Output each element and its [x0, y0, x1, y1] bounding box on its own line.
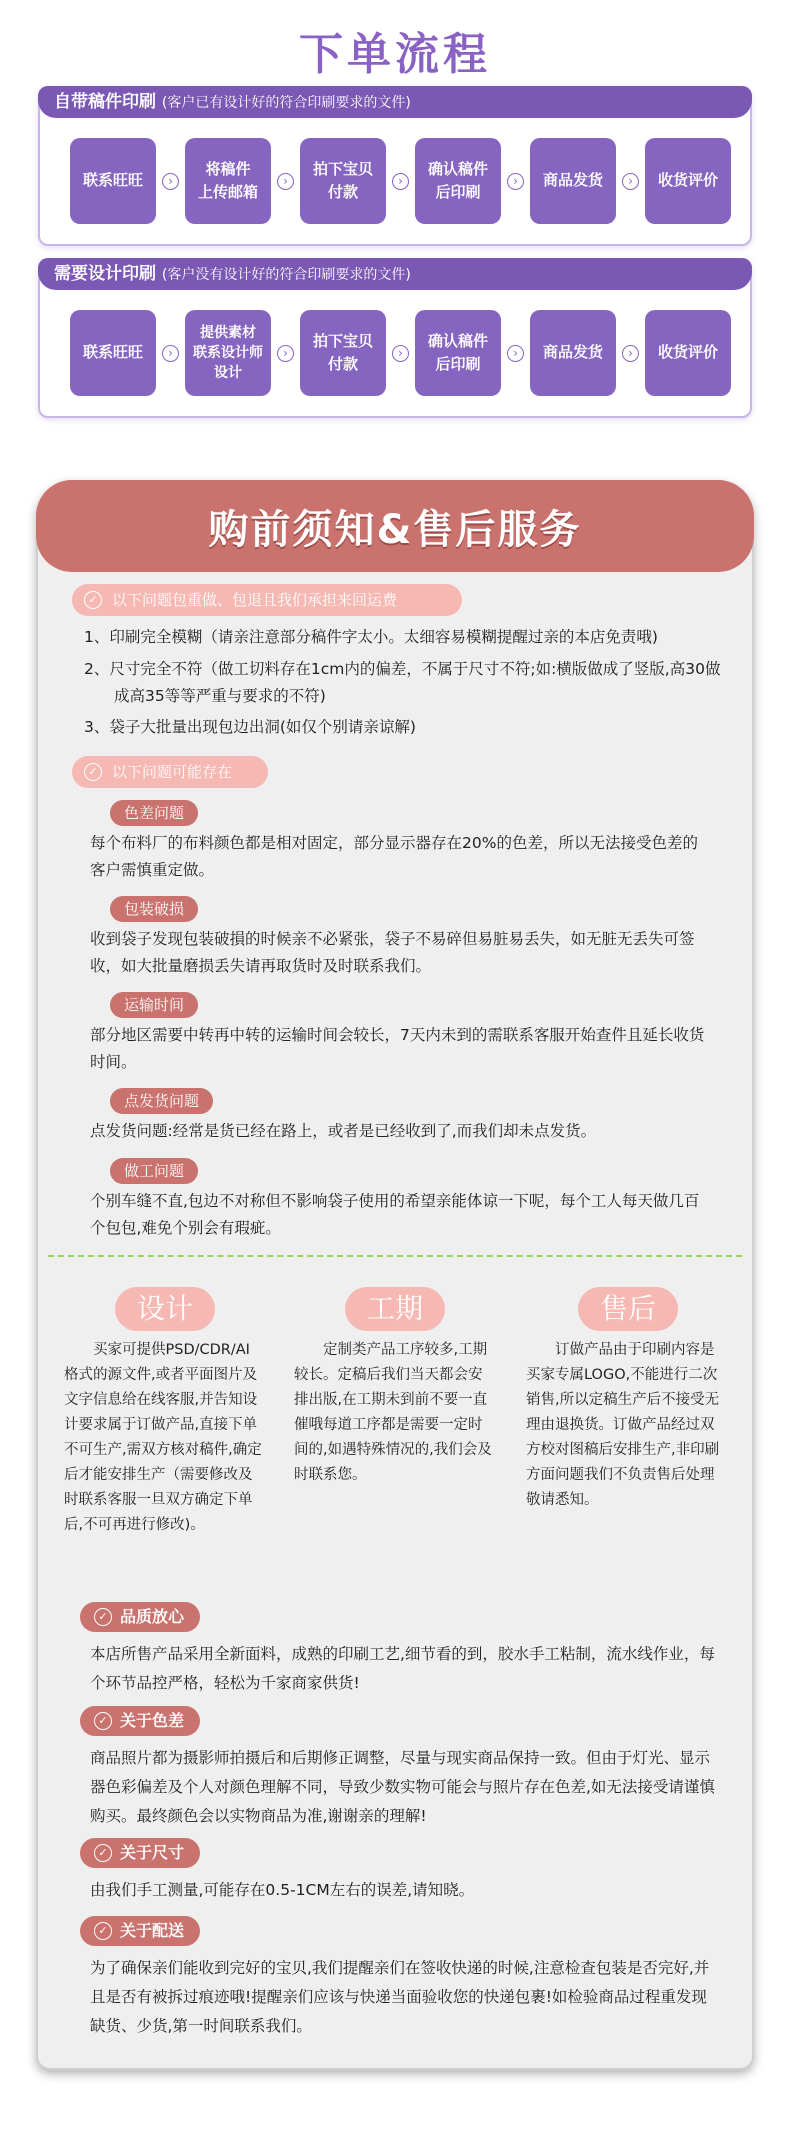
- arrow-right-icon: ›: [392, 345, 409, 362]
- flow-panel-subtitle: (客户已有设计好的符合印刷要求的文件): [161, 95, 411, 111]
- column-title-aftersale: 售后: [578, 1287, 678, 1331]
- issue-text: 收到袋子发现包装破損的时候亲不必紧张，袋子不易碎但易脏易丢失，如无脏无丢失可签收，如大批量磨损丢失请再取货时及时联系我们。: [90, 930, 695, 975]
- issue-text: 每个布料厂的布料颜色都是相对固定，部分显示器存在20%的色差，所以无法接受色差的客户需慎重定做。: [90, 834, 698, 879]
- flow-step-contact: 联系旺旺: [70, 310, 156, 396]
- flow-step-review: 收货评价: [645, 310, 731, 396]
- assurance-text: 由我们手工测量,可能存在0.5-1CM左右的误差,请知晓。: [90, 1881, 475, 1899]
- assurance-text: 商品照片都为摄影师拍摄后和后期修正调整，尽量与现实商品保持一致。但由于灯光、显示器色彩偏差及个人对颜色理解不同，导致少数实物可能会与照片存在色差,如无法接受请谨慎购买。最终颜色会以实物商品为准,谢谢亲的理解!: [90, 1749, 715, 1825]
- arrow-right-icon: ›: [162, 173, 179, 190]
- column-title-design: 设计: [115, 1287, 215, 1331]
- issue-tag: 点发货问题: [110, 1088, 213, 1114]
- assurance-tag: ✓ 关于尺寸: [80, 1838, 200, 1868]
- redo-label-text: 以下问题包重做、包退且我们承担来回运费: [112, 591, 398, 609]
- notice-title: 购前须知&售后服务: [36, 480, 754, 572]
- check-circle-icon: ✓: [84, 591, 102, 609]
- check-circle-icon: ✓: [94, 1712, 112, 1730]
- arrow-right-icon: ›: [162, 345, 179, 362]
- flow-step-review: 收货评价: [645, 138, 731, 224]
- redo-item: 3、袋子大批量出现包边出洞(如仅个别请亲谅解): [84, 718, 416, 736]
- flow-step-pay: 拍下宝贝 付款: [300, 138, 386, 224]
- arrow-right-icon: ›: [277, 173, 294, 190]
- flow-steps: [70, 138, 731, 224]
- flow-panel-title: 需要设计印刷: [54, 264, 156, 284]
- arrow-right-icon: ›: [622, 173, 639, 190]
- redo-item: 1、印刷完全模糊（请亲注意部分稿件字太小。太细容易模糊提醒过亲的本店免责哦): [84, 628, 658, 646]
- arrow-right-icon: ›: [507, 345, 524, 362]
- assurance-tag: ✓ 关于配送: [80, 1916, 200, 1946]
- flow-step-ship: 商品发货: [530, 310, 616, 396]
- issue-text: 点发货问题:经常是货已经在路上，或者是已经收到了,而我们却未点发货。: [90, 1122, 597, 1140]
- assurance-text: 本店所售产品采用全新面料，成熟的印刷工艺,细节看的到，胶水手工粘制，流水线作业，每个环节品控严格，轻松为千家商家供货!: [90, 1645, 715, 1692]
- flow-panel-header: [38, 86, 752, 118]
- flow-step-confirm: 确认稿件 后印刷: [415, 138, 501, 224]
- section-divider: [48, 1255, 742, 1257]
- flow-steps: [70, 310, 731, 396]
- flow-panel-subtitle: (客户没有设计好的符合印刷要求的文件): [161, 267, 411, 283]
- issue-text: 个别车缝不直,包边不对称但不影响袋子使用的希望亲能体谅一下呢，每个工人每天做几百个包包,难免个别会有瑕疵。: [90, 1192, 700, 1237]
- flow-step-contact: 联系旺旺: [70, 138, 156, 224]
- check-circle-icon: ✓: [94, 1922, 112, 1940]
- flow-panel-self-provided: [38, 86, 752, 246]
- flow-step-pay: 拍下宝贝 付款: [300, 310, 386, 396]
- flow-panel-header: [38, 258, 752, 290]
- check-circle-icon: ✓: [94, 1844, 112, 1862]
- issue-tag: 包装破损: [110, 896, 198, 922]
- issue-tag: 色差问题: [110, 800, 198, 826]
- column-title-schedule: 工期: [345, 1287, 445, 1331]
- flow-step-ship: 商品发货: [530, 138, 616, 224]
- assurance-text: 为了确保亲们能收到完好的宝贝,我们提醒亲们在签收快递的时候,注意检查包装是否完好,并且是否有被拆过痕迹哦!提醒亲们应该与快递当面验收您的快递包裹!如检验商品过程重发现缺货、少货,第一时间联系我们。: [90, 1959, 710, 2035]
- assurance-tag: ✓ 品质放心: [80, 1602, 200, 1632]
- check-circle-icon: ✓: [94, 1608, 112, 1626]
- flow-step-confirm: 确认稿件 后印刷: [415, 310, 501, 396]
- issue-tag: 做工问题: [110, 1158, 198, 1184]
- arrow-right-icon: ›: [507, 173, 524, 190]
- arrow-right-icon: ›: [277, 345, 294, 362]
- flow-panel-title: 自带稿件印刷: [54, 92, 156, 112]
- possible-label-text: 以下问题可能存在: [112, 763, 233, 781]
- issue-text: 部分地区需要中转再中转的运输时间会较长，7天内未到的需联系客服开始查件且延长收货时间。: [90, 1026, 705, 1071]
- check-circle-icon: ✓: [84, 763, 102, 781]
- assurance-tag: ✓ 关于色差: [80, 1706, 200, 1736]
- arrow-right-icon: ›: [392, 173, 409, 190]
- column-text-schedule: 定制类产品工序较多,工期较长。定稿后我们当天都会安排出版,在工期未到前不要一直催哦每道工序都是需要一定时间的,如遇特殊情况的,我们会及时联系您。: [294, 1342, 492, 1483]
- arrow-right-icon: ›: [622, 345, 639, 362]
- issue-tag: 运输时间: [110, 992, 198, 1018]
- flow-title: 下单流程: [299, 29, 491, 80]
- column-text-design: 买家可提供PSD/CDR/AI格式的源文件,或者平面图片及文字信息给在线客服,并告知设计要求属于订做产品,直接下单不可生产,需双方核对稿件,确定后才能安排生产（需要修改及时联系客服一旦双方确定下单后,不可再进行修改)。: [64, 1342, 262, 1533]
- redo-label: [72, 584, 462, 616]
- column-text-aftersale: 订做产品由于印刷内容是买家专属LOGO,不能进行二次销售,所以定稿生产后不接受无理由退换货。订做产品经过双方校对图稿后安排生产,非印刷方面问题我们不负责售后处理敬请悉知。: [526, 1342, 720, 1508]
- flow-panel-needs-design: [38, 258, 752, 418]
- flow-step-upload: 将稿件 上传邮箱: [185, 138, 271, 224]
- possible-label: [72, 756, 268, 788]
- flow-step-design: 提供素材 联系设计师 设计: [185, 310, 271, 396]
- redo-item: 2、尺寸完全不符（做工切料存在1cm内的偏差，不属于尺寸不符;如:横版做成了竖版,高30做成高35等等严重与要求的不符): [84, 660, 721, 705]
